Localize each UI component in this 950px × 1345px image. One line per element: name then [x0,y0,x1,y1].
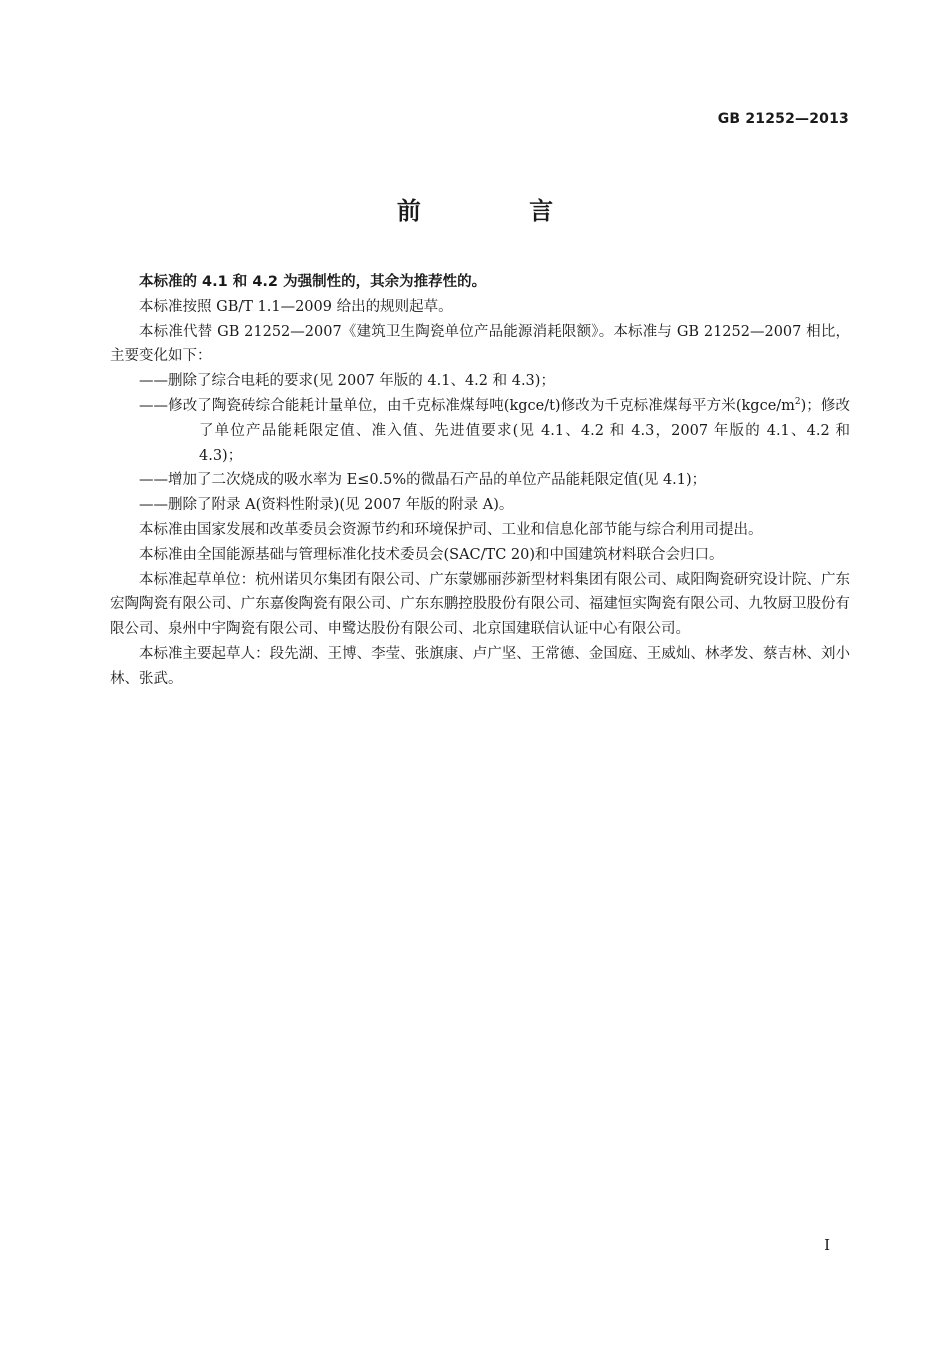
paragraph-replaces: 本标准代替 GB 21252—2007《建筑卫生陶瓷单位产品能源消耗限额》。本标准与 GB 21252—2007 相比，主要变化如下： [110,323,850,365]
paragraph-centralized-by: 本标准由全国能源基础与管理标准化技术委员会(SAC/TC 20)和中国建筑材料联合会归口。 [139,546,724,563]
change-item [110,394,850,468]
change-item-text: (kgce/m [735,397,795,414]
page-title: 前 言 [396,197,604,225]
body-text [110,270,850,692]
change-item: ——删除了附录 A(资料性附录)(见 2007 年版的附录 A)。 [139,497,514,514]
paragraph-drafting-units: 本标准起草单位：杭州诺贝尔集团有限公司、广东蒙娜丽莎新型材料集团有限公司、咸阳陶瓷研究设计院、广东宏陶陶瓷有限公司、广东嘉俊陶瓷有限公司、广东东鹏控股股份有限公司、福建恒实陶瓷有限公司、九牧厨卫股份有限公司、泉州中宇陶瓷有限公司、申鹭达股份有限公司、北京国建联信认证中心有限公司。 [110,571,850,638]
change-item-text: )；修改了单位产品能耗限定值、准入值、先进值要求(见 4.1、4.2 和 4.3，2007 年版的 4.1、4.2 和 4.3)； [199,397,850,464]
paragraph-mandatory: 本标准的 4.1 和 4.2 为强制性的，其余为推荐性的。 [139,274,487,290]
paragraph-drafters: 本标准主要起草人：段先湖、王博、李莹、张旗康、卢广坚、王常德、金国庭、王威灿、林孝发、蔡吉林、刘小林、张武。 [110,645,850,687]
standard-code: GB 21252—2013 [717,111,849,127]
change-item-text: ——修改了陶瓷砖综合能耗计量单位，由千克标准煤每吨(kgce/t)修改为千克标准煤每平方米 [139,397,736,414]
paragraph-proposed-by: 本标准由国家发展和改革委员会资源节约和环境保护司、工业和信息化部节能与综合利用司提出。 [139,521,763,538]
change-item: ——增加了二次烧成的吸水率为 E≤0.5%的微晶石产品的单位产品能耗限定值(见 4.1)； [139,472,707,489]
paragraph-drafting-rules: 本标准按照 GB/T 1.1—2009 给出的规则起草。 [139,298,453,315]
change-item: ——删除了综合电耗的要求(见 2007 年版的 4.1、4.2 和 4.3)； [139,373,555,390]
page-number: I [824,1236,830,1254]
superscript: 2 [794,397,801,408]
